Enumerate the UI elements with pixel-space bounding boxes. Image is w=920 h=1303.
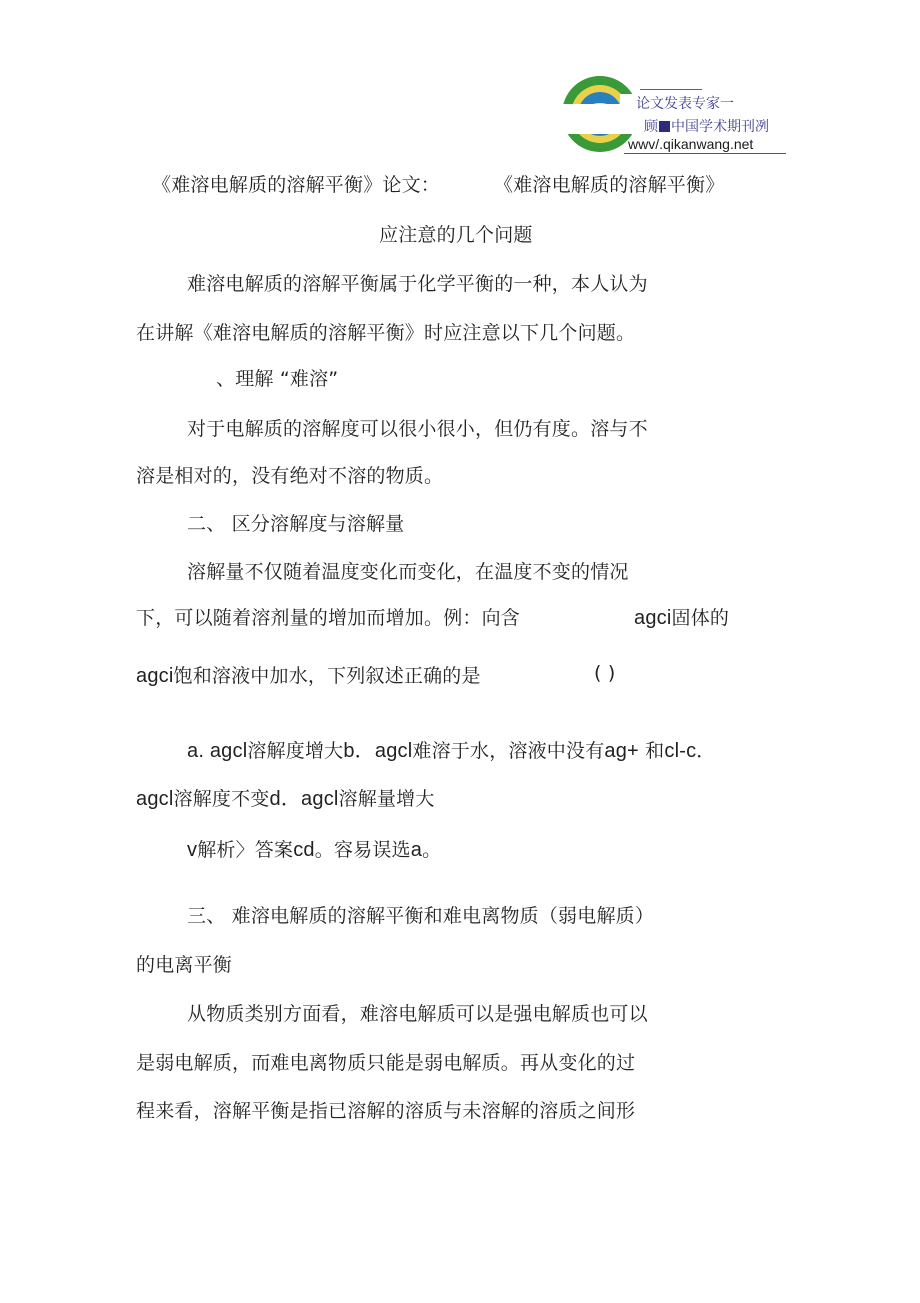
option-b-formula: agcl (374, 740, 413, 762)
answer-cd: cd (293, 839, 315, 861)
p4-line2: 是弱电解质，而难电离物质只能是弱电解质。再从变化的过 (136, 1052, 636, 1074)
option-a-formula: agcl (204, 740, 248, 762)
option-b-label: b． (343, 740, 375, 762)
p3-line1: 溶解量不仅随着温度变化而变化，在温度不变的情况 (187, 561, 629, 583)
heading-2: 二、 区分溶解度与溶解量 (187, 513, 405, 535)
answer-line (187, 838, 441, 862)
p3-line3 (136, 664, 481, 688)
header-name-suffix: 中国学术期刊冽 (671, 119, 769, 135)
option-d-label: d． (269, 788, 302, 810)
header-tagline: 论文发表专家一 (636, 96, 734, 112)
option-c-formula: agcl (136, 788, 174, 810)
answer-blank: ( ) (594, 662, 616, 684)
ion-cl-option-c: cl-c (664, 740, 697, 762)
formula-agci: agci (634, 607, 672, 629)
options-line1 (187, 739, 716, 763)
header-site-url[interactable]: wwv/.qikanwang.net (628, 136, 754, 152)
p4-line3: 程来看，溶解平衡是指已溶解的溶质与未溶解的溶质之间形 (136, 1100, 636, 1122)
header-site-name (644, 116, 769, 136)
p3-line2-a: 下，可以随着溶剂量的增加而增加。例：向含 (136, 607, 521, 629)
heading-3-line1: 三、 难溶电解质的溶解平衡和难电离物质（弱电解质） (187, 905, 655, 927)
p3-line3-text: 饱和溶液中加水，下列叙述正确的是 (173, 665, 481, 687)
heading-1: 、理解 “难溶” (216, 368, 339, 390)
option-a-label: a. (187, 740, 205, 762)
title-part2: 《难溶电解质的溶解平衡》 (494, 174, 725, 196)
heading-3-line2: 的电离平衡 (136, 954, 233, 976)
answer-v: v (187, 839, 198, 861)
header-rule-bottom (624, 153, 786, 154)
p3-line2-b-text: 固体的 (671, 607, 730, 629)
option-c-text: 溶解度不变 (173, 788, 270, 810)
answer-text-1: 解析〉答案 (197, 839, 294, 861)
options-line2 (136, 787, 435, 811)
answer-a: a (410, 839, 423, 861)
answer-text-2: 。容易误选 (314, 839, 411, 861)
ion-ag: ag+ (604, 740, 639, 762)
header-rule-top (640, 89, 702, 90)
p1-line1: 难溶电解质的溶解平衡属于化学平衡的一种，本人认为 (187, 273, 648, 295)
p2-line1: 对于电解质的溶解度可以很小很小，但仍有度。溶与不 (187, 418, 648, 440)
option-c-dot: ． (696, 740, 716, 762)
p3-line2-b (634, 606, 729, 630)
option-d-text: 溶解量增大 (338, 788, 435, 810)
answer-end: 。 (422, 839, 442, 861)
title-line2: 应注意的几个问题 (379, 224, 533, 246)
p4-line1: 从物质类别方面看，难溶电解质可以是强电解质也可以 (187, 1003, 648, 1025)
p2-line2: 溶是相对的，没有绝对不溶的物质。 (136, 465, 444, 487)
title-part1: 《难溶电解质的溶解平衡》论文： (152, 174, 441, 196)
p1-line2: 在讲解《难溶电解质的溶解平衡》时应注意以下几个问题。 (136, 322, 636, 344)
formula-agci-2: agci (136, 665, 174, 687)
option-b-and: 和 (638, 740, 665, 762)
square-glyph-icon (659, 121, 670, 132)
option-a-text: 溶解度增大 (247, 740, 344, 762)
option-b-text: 难溶于水，溶液中没有 (412, 740, 605, 762)
option-d-formula: agcl (301, 788, 339, 810)
header-name-prefix: 顾 (644, 119, 658, 135)
